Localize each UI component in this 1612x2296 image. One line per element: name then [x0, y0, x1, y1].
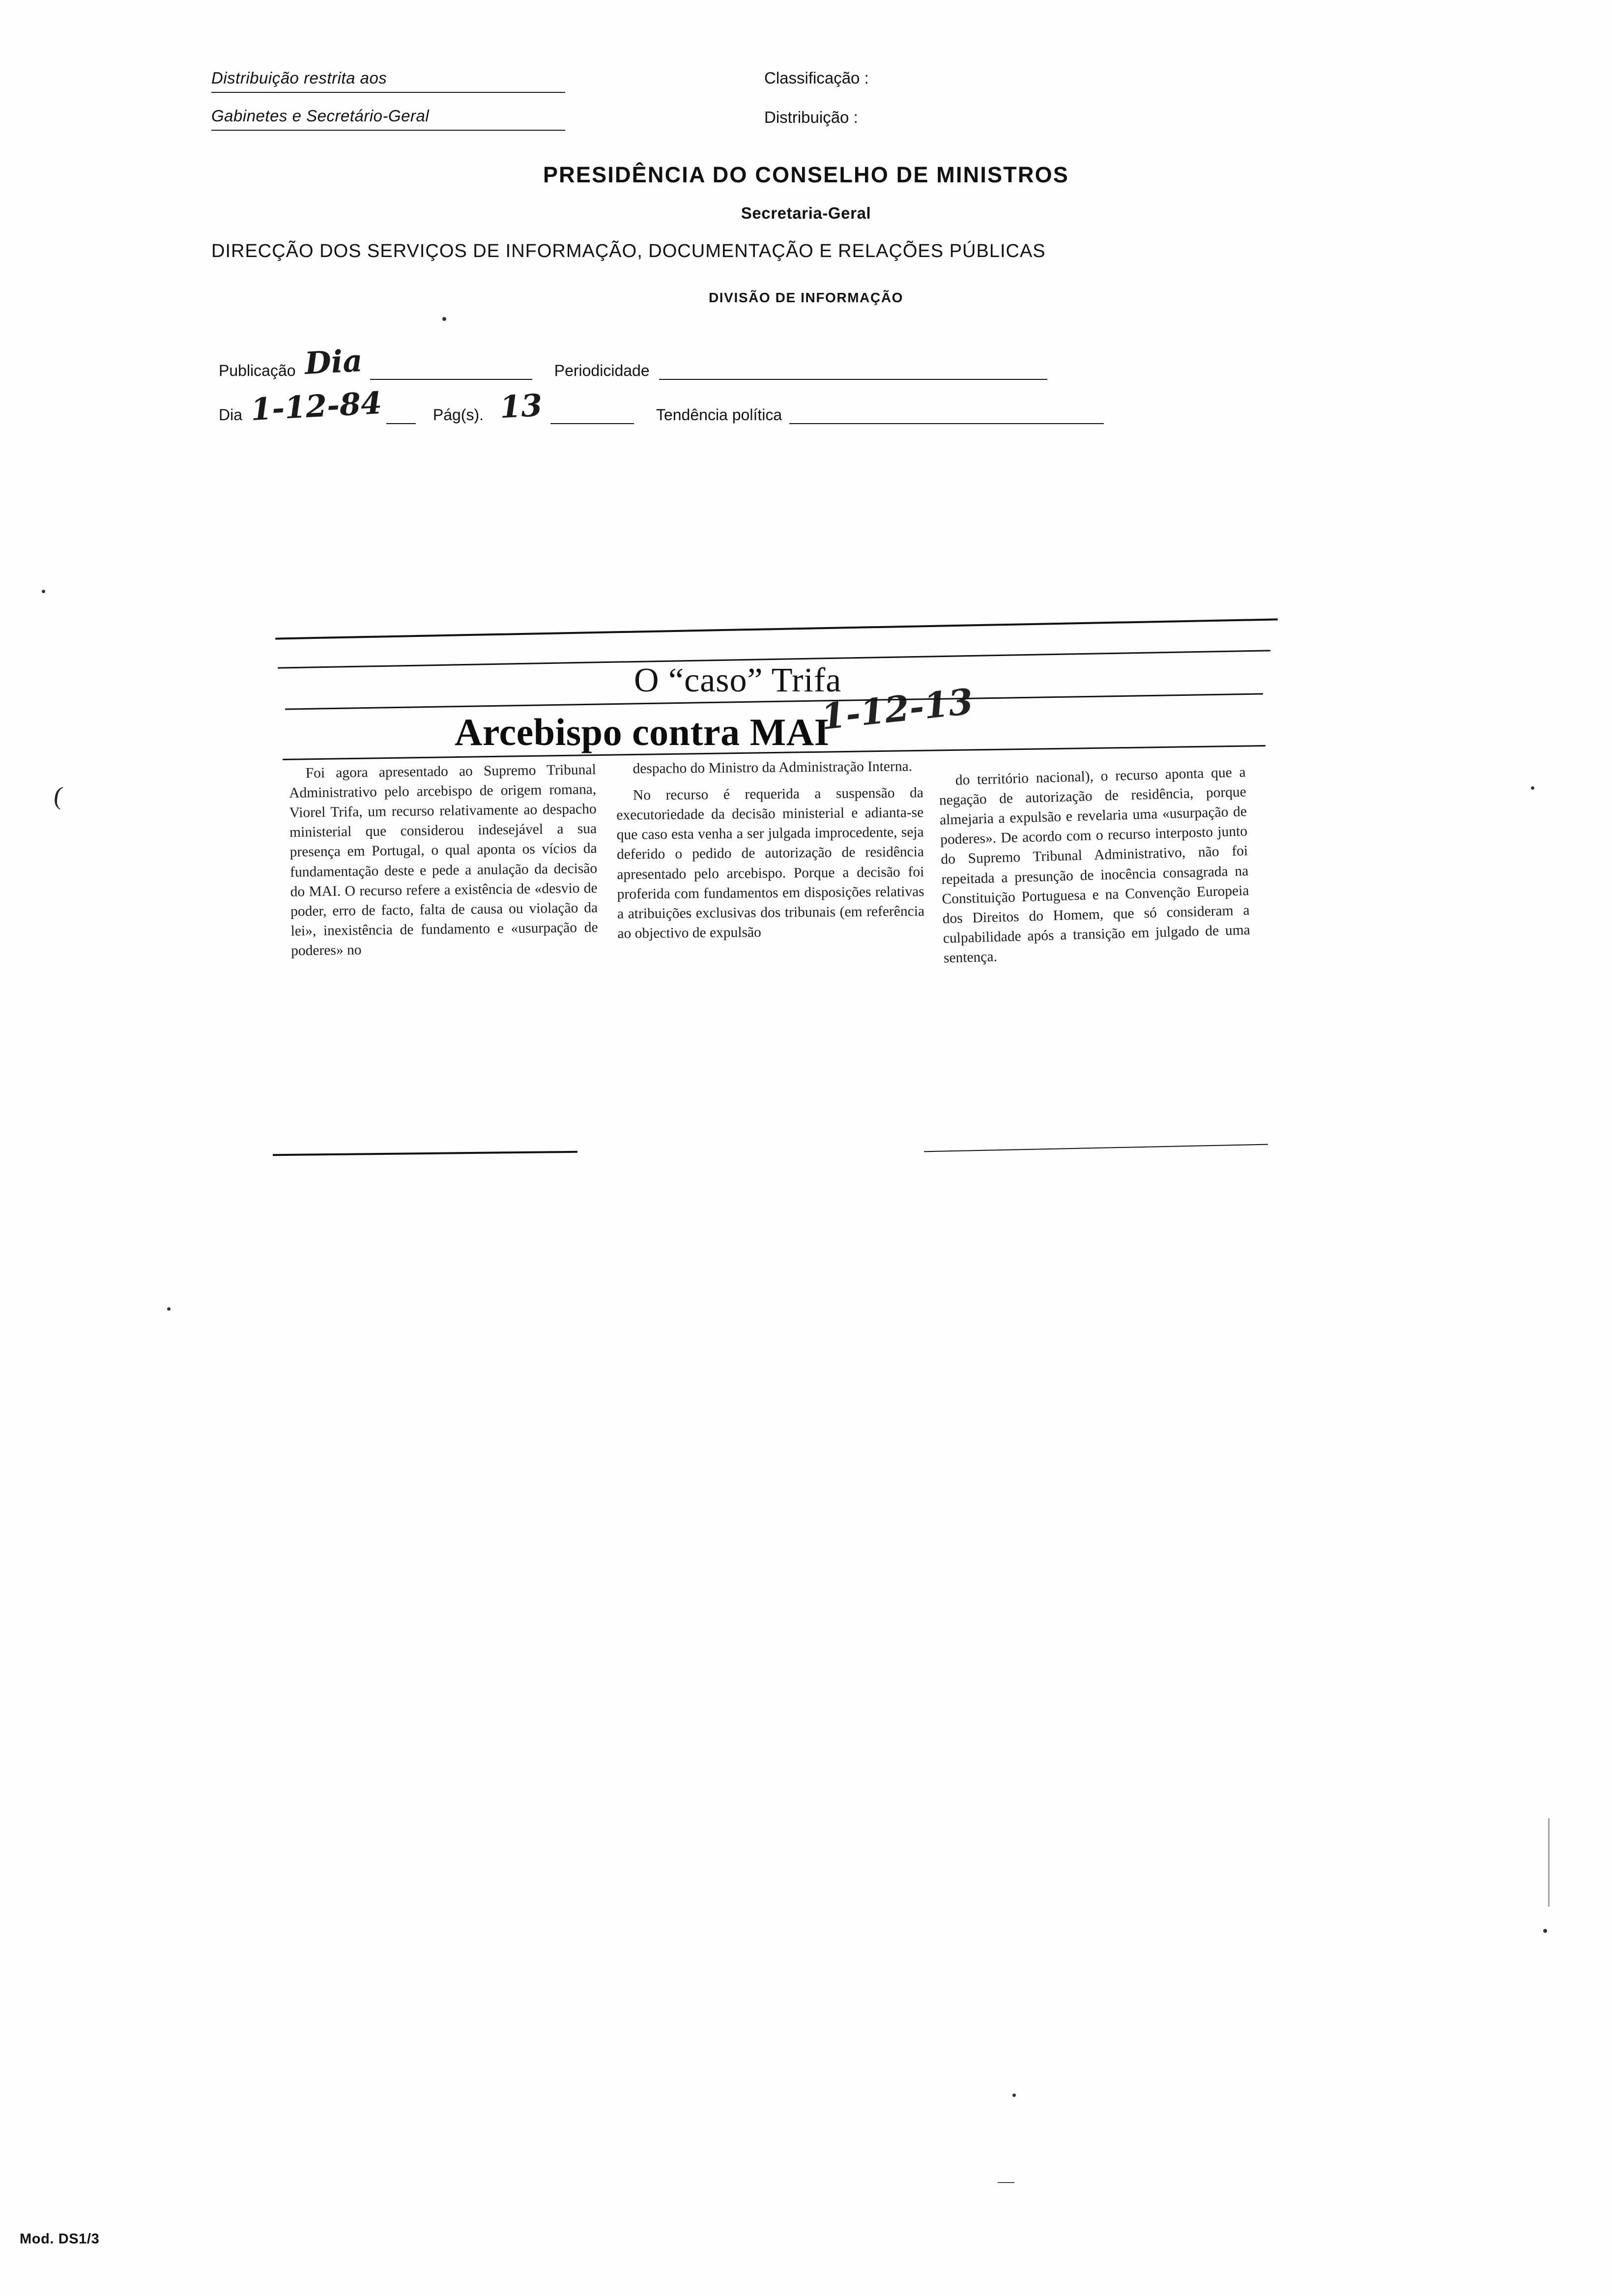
column-2-paragraph-2: No recurso é requerida a suspensão da executoriedade da decisão ministerial e adianta-se que caso esta venha a ser julgada improcedente, seja deferido o pedido de autorização de residência apresentado pelo arcebispo. Porque a decisão foi proferida com fundamentos em disposições relativas a atribuições exclusivas dos tribunais (em referência ao objectivo de expulsão	[616, 785, 925, 942]
tendency-rule	[789, 408, 1104, 424]
restricted-line-2: Gabinetes e Secretário-Geral	[211, 107, 565, 131]
clipping-column-3	[938, 762, 1251, 975]
day-label: Dia	[219, 406, 243, 424]
day-row	[219, 385, 1104, 428]
restricted-distribution-block	[211, 69, 565, 131]
restricted-line-1: Distribuição restrita aos	[211, 69, 565, 93]
org-title: PRESIDÊNCIA DO CONSELHO DE MINISTROS	[543, 162, 1069, 187]
classification-label: Classificação :	[764, 69, 869, 87]
clipping-kicker: O “caso” Trifa	[634, 661, 842, 699]
form-code: Mod. DS1/3	[20, 2231, 100, 2247]
day-value[interactable]: 1-12-84	[250, 385, 383, 428]
clipping-column-1	[288, 760, 598, 968]
clipping-headline: Arcebispo contra MAI	[455, 711, 830, 753]
publication-value[interactable]: Dia	[304, 342, 364, 382]
stray-dot-6	[42, 590, 45, 593]
periodicity-label: Periodicidade	[554, 362, 650, 379]
handwritten-annotation: 1-12-13	[819, 680, 975, 738]
periodicity-rule	[659, 364, 1047, 380]
tendency-label: Tendência política	[656, 406, 782, 424]
stray-mark-left: (	[52, 781, 65, 810]
distribution-label: Distribuição :	[764, 108, 858, 126]
publication-row	[219, 344, 1047, 380]
org-direction-text: DIRECÇÃO DOS SERVIÇOS DE INFORMAÇÃO, DOCUMENTAÇÃO E RELAÇÕES PÚBLICAS	[211, 241, 1046, 261]
day-rule	[386, 408, 416, 424]
clipping-column-2	[616, 756, 924, 950]
publication-label: Publicação	[219, 362, 296, 379]
column-3-paragraph-1: do território nacional), o recurso aponta que a negação de autorização de residência, porque almejaria a expulsão e revelaria uma «usurpação de poderes». De acordo com o recurso interposto junto do Supremo Tribunal Administrativo, não foi repeitada a presunção de inocência consagrada na Constituição Portuguesa e na Convenção Europeia dos Direitos do Homem, que só consideram a culpabilidade após a transição em julgado de uma sentença.	[939, 764, 1251, 966]
org-subtitle: Secretaria-Geral	[741, 204, 871, 222]
column-2-paragraph-1: despacho do Ministro da Administração Interna.	[633, 758, 913, 777]
stray-dot-1	[442, 317, 446, 321]
column-1-paragraph-1: Foi agora apresentado ao Supremo Tribunal Administrativo pelo arcebispo de origem romana, Viorel Trifa, um recurso relativamente ao despacho ministerial que considerou indesejável a sua presença em Portugal, o qual aponta os vícios da fundamentação deste e pede a anulação da decisão do MAI. O recurso refere a existência de «desvio de poder, erro de facto, falta de causa ou violação da lei», inexistência de fundamento e «usurpação de poderes» no	[289, 762, 598, 959]
stray-dot-3	[1543, 1929, 1547, 1933]
classification-block	[764, 69, 869, 147]
pages-rule	[550, 408, 634, 424]
clipping-columns	[256, 758, 1290, 1155]
stray-dot-5	[167, 1307, 171, 1311]
org-division: DIVISÃO DE INFORMAÇÃO	[708, 290, 904, 305]
org-direction	[211, 241, 1337, 262]
pages-value[interactable]: 13	[499, 387, 544, 426]
stray-vertical-line	[1548, 1818, 1550, 1907]
stray-dot-4	[1012, 2094, 1016, 2097]
stray-dot-2	[1531, 786, 1534, 790]
publication-rule	[370, 364, 532, 380]
newspaper-clipping	[256, 604, 1290, 1189]
stray-dash: —	[998, 2172, 1014, 2190]
clip-top-rule-1	[275, 618, 1278, 639]
pages-label: Pág(s).	[432, 406, 484, 424]
